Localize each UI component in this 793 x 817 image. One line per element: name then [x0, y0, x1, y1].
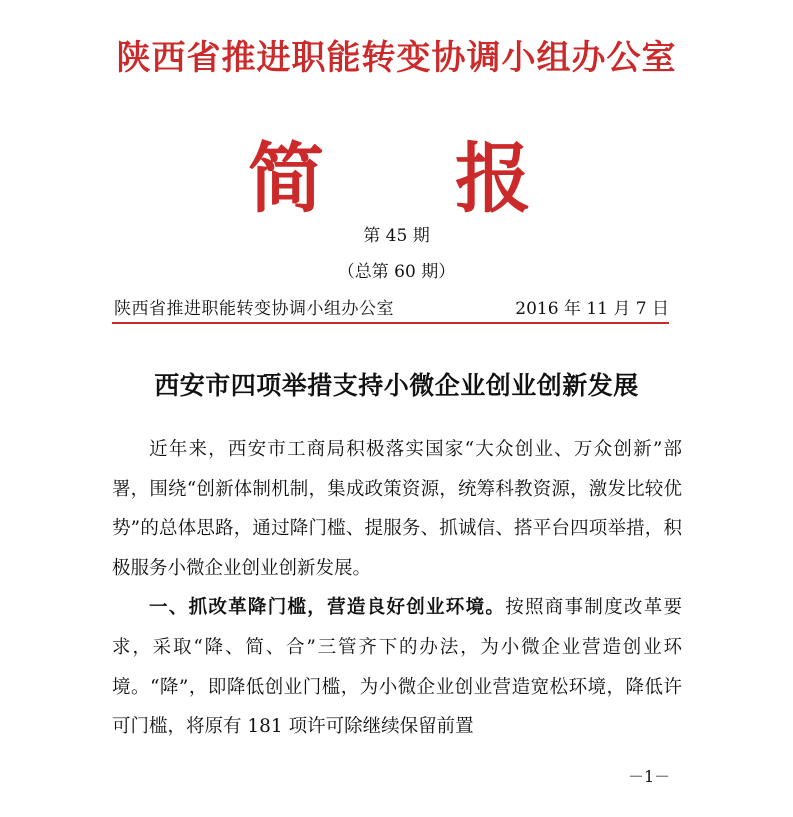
bulletin-title-char-1: 简: [248, 134, 324, 223]
article-title: 西安市四项举措支持小微企业创业创新发展: [154, 371, 639, 400]
section-1-text: 按照商事制度改革要求，采取“降、简、合”三管齐下的办法，为小微企业营造创业环境。“降”，即降低创业门槛，为小微企业创业营造宽松环境，降低许可门槛，将原有 181 项许可除继续保留前置: [112, 597, 682, 738]
issue-number: 第 45 期: [363, 226, 430, 246]
bulletin-title: [0, 118, 793, 223]
issuer-name: 陕西省推进职能转变协调小组办公室: [114, 299, 394, 319]
bulletin-title-char-2: 报: [455, 134, 531, 223]
paragraph-section-1: [112, 588, 682, 746]
total-issue-number: （总第 60 期）: [337, 262, 456, 282]
section-1-heading: 一、抓改革降门槛，营造良好创业环境。: [149, 597, 506, 619]
paragraph-intro: 近年来，西安市工商局积极落实国家“大众创业、万众创新”部署，围绕“创新体制机制，集成政策资源，统筹科教资源，激发比较优势”的总体思路，通过降门槛、提服务、抓诚信、搭平台四项举措，积极服务小微企业创业创新发展。: [112, 439, 682, 579]
issue-date: 2016 年 11 月 7 日: [515, 299, 669, 319]
office-title: 陕西省推进职能转变协调小组办公室: [116, 38, 677, 78]
article-body: [112, 430, 682, 747]
issuer-date-line: [112, 294, 669, 318]
red-divider: [112, 322, 669, 324]
page-number: －1－: [628, 767, 671, 786]
